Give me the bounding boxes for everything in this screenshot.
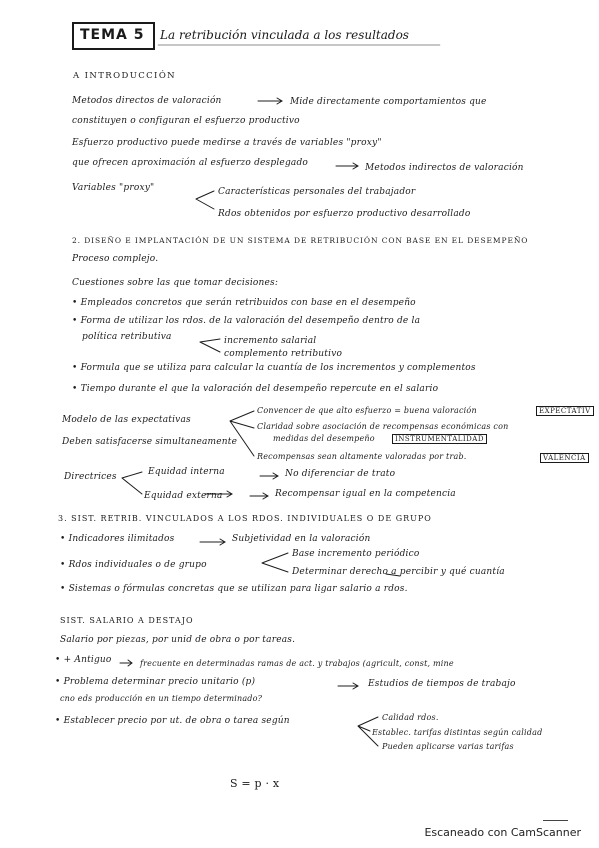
note-label: Directrices <box>64 472 117 482</box>
bullet-item: política retributiva <box>82 332 172 342</box>
note-line: Esfuerzo productivo puede medirse a través de variables "proxy" <box>72 138 382 148</box>
bullet-item: • Indicadores ilimitados <box>60 534 175 544</box>
note-line: Establec. tarifas distintas según calidad <box>372 728 543 737</box>
bullet-item: • + Antiguo <box>55 655 112 665</box>
note-line: Subjetividad en la valoración <box>232 534 371 544</box>
note-line: cno eds producción en un tiempo determinado? <box>60 694 263 703</box>
note-line: Determinar derecho a percibir y qué cuantía <box>292 567 505 577</box>
note-line: Cuestiones sobre las que tomar decisiones: <box>72 278 279 288</box>
page-title: La retribución vinculada a los resultados <box>160 28 409 42</box>
note-line: incremento salarial <box>224 336 317 346</box>
section-3-heading: 3. SIST. RETRIB. VINCULADOS A LOS RDOS. INDIVIDUALES O DE GRUPO <box>58 514 432 523</box>
note-line: complemento retributivo <box>224 349 343 359</box>
formula: S = p · x <box>230 777 280 790</box>
bullet-item: • Formula que se utiliza para calcular la cuantía de los incrementos y complementos <box>72 363 476 373</box>
note-line: Base incremento periódico <box>292 549 420 559</box>
note-line: Convencer de que alto esfuerzo = buena valoración <box>257 406 477 415</box>
bullet-item: • Establecer precio por ut. de obra o tarea según <box>55 716 290 726</box>
note-line: frecuente en determinadas ramas de act. y trabajos (agricult, const, mine <box>140 659 454 668</box>
note-line: Equidad interna <box>148 467 225 477</box>
tema-label: TEMA 5 <box>80 27 145 43</box>
bullet-item: • Forma de utilizar los rdos. de la valoración del desempeño dentro de la <box>72 316 421 326</box>
note-line: Equidad externa <box>144 491 223 501</box>
note-line: Rdos obtenidos por esfuerzo productivo desarrollado <box>218 209 471 219</box>
note-line: Proceso complejo. <box>72 254 159 264</box>
note-line: Estudios de tiempos de trabajo <box>368 679 516 689</box>
note-line: No diferenciar de trato <box>285 469 396 479</box>
tag-instrumentalidad: INSTRUMENTALIDAD <box>392 433 487 444</box>
note-label: Variables "proxy" <box>72 183 155 193</box>
note-line: Recompensas sean altamente valoradas por trab. <box>257 452 467 461</box>
bullet-item: • Rdos individuales o de grupo <box>60 560 207 570</box>
bullet-item: • Problema determinar precio unitario (p) <box>55 677 256 687</box>
section-a-heading: A INTRODUCCIÓN <box>73 71 177 81</box>
section-2-heading: 2. DISEÑO E IMPLANTACIÓN DE UN SISTEMA DE RETRIBUCIÓN CON BASE EN EL DESEMPEÑO <box>72 236 529 245</box>
note-line: Calidad rdos. <box>382 713 439 722</box>
note-label: Modelo de las expectativas <box>62 415 191 425</box>
bullet-item: • Sistemas o fórmulas concretas que se utilizan para ligar salario a rdos. <box>60 584 408 594</box>
note-line: Claridad sobre asociación de recompensas económicas con <box>257 422 509 431</box>
note-line: Metodos directos de valoración <box>72 96 222 106</box>
note-line: que ofrecen aproximación al esfuerzo desplegado <box>72 158 309 168</box>
note-line: Metodos indirectos de valoración <box>365 163 524 173</box>
note-line: Pueden aplicarse varias tarifas <box>382 742 514 751</box>
note-line: medidas del desempeño <box>273 434 375 443</box>
note-label: Deben satisfacerse simultaneamente <box>62 437 238 447</box>
footer-rule <box>543 820 568 821</box>
note-line: Mide directamente comportamientos que <box>290 97 487 107</box>
bullet-item: • Tiempo durante el que la valoración del desempeño repercute en el salario <box>72 384 439 394</box>
note-line: Recompensar igual en la competencia <box>275 489 456 499</box>
note-line: constituyen o configuran el esfuerzo productivo <box>72 116 300 126</box>
note-line: Salario por piezas, por unid de obra o por tareas. <box>60 635 296 645</box>
section-destajo-heading: SIST. SALARIO A DESTAJO <box>60 616 194 625</box>
note-line: Características personales del trabajador <box>218 187 416 197</box>
tag-valencia: VALENCIA <box>540 452 589 463</box>
bullet-item: • Empleados concretos que serán retribuidos con base en el desempeño <box>72 298 416 308</box>
tag-expectativa: EXPECTATIV <box>536 405 594 416</box>
scanner-watermark: Escaneado con CamScanner <box>424 826 581 839</box>
